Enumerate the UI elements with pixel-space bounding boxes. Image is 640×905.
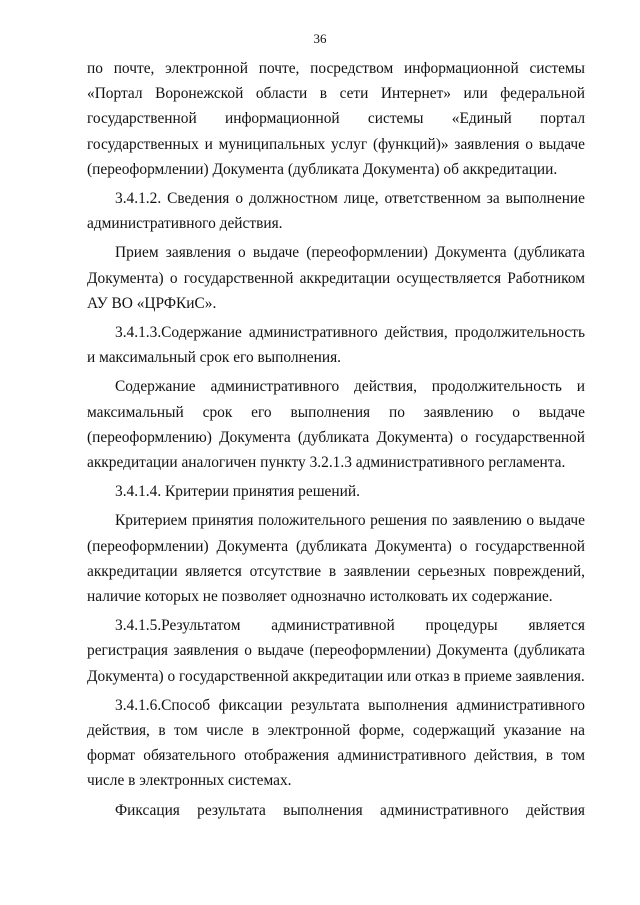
paragraph-3-4-1-6: 3.4.1.6.Способ фиксации результата выполнения административного действия, в том числе в электронной форме, содержащий указание на формат обязательного отображения административного действия, в том числе в электронных системах. (87, 696, 585, 790)
paragraph-content: Содержание административного действия, продолжительность и максимальный срок его выполнения по заявлению о выдаче (переоформлению) Документа (дубликата Документа) о государственной аккредитации аналогичен пункту 3.2.1.3 административного регламента. (87, 378, 585, 472)
document-body (87, 56, 585, 827)
paragraph-3-4-1-3: 3.4.1.3.Содержание административного действия, продолжительность и максимальный срок его выполнения. (87, 324, 585, 367)
paragraph-criterion: Критерием принятия положительного решения по заявлению о выдаче (переоформлении) Документа (дубликата Документа) о государственной аккредитации является отсутствие в заявлении серьезных повреждений, наличие которых не позволяет однозначно истолковать их содержание. (87, 512, 585, 606)
paragraph-fixation: Фиксация результата выполнения административного действия (115, 801, 585, 819)
paragraph-3-4-1-5: 3.4.1.5.Результатом административной процедуры является регистрация заявления о выдаче (переоформлении) Документа (дубликата Документа) о государственной аккредитации или отказ в приеме заявления. (87, 617, 585, 685)
page-number: 36 (313, 31, 327, 46)
paragraph-3-4-1-2: 3.4.1.2. Сведения о должностном лице, ответственном за выполнение административного действия. (87, 190, 585, 233)
paragraph-3-4-1-4: 3.4.1.4. Критерии принятия решений. (115, 483, 360, 501)
paragraph-continuation: по почте, электронной почте, посредством информационной системы «Портал Воронежской области в сети Интернет» или федеральной государственной информационной системы «Единый портал государственных и муниципальных услуг (функций)» заявления о выдаче (переоформлении) Документа (дубликата Документа) об аккредитации. (87, 60, 585, 178)
paragraph-reception: Прием заявления о выдаче (переоформлении) Документа (дубликата Документа) о государственной аккредитации осуществляется Работником АУ ВО «ЦРФКиС». (87, 244, 585, 312)
